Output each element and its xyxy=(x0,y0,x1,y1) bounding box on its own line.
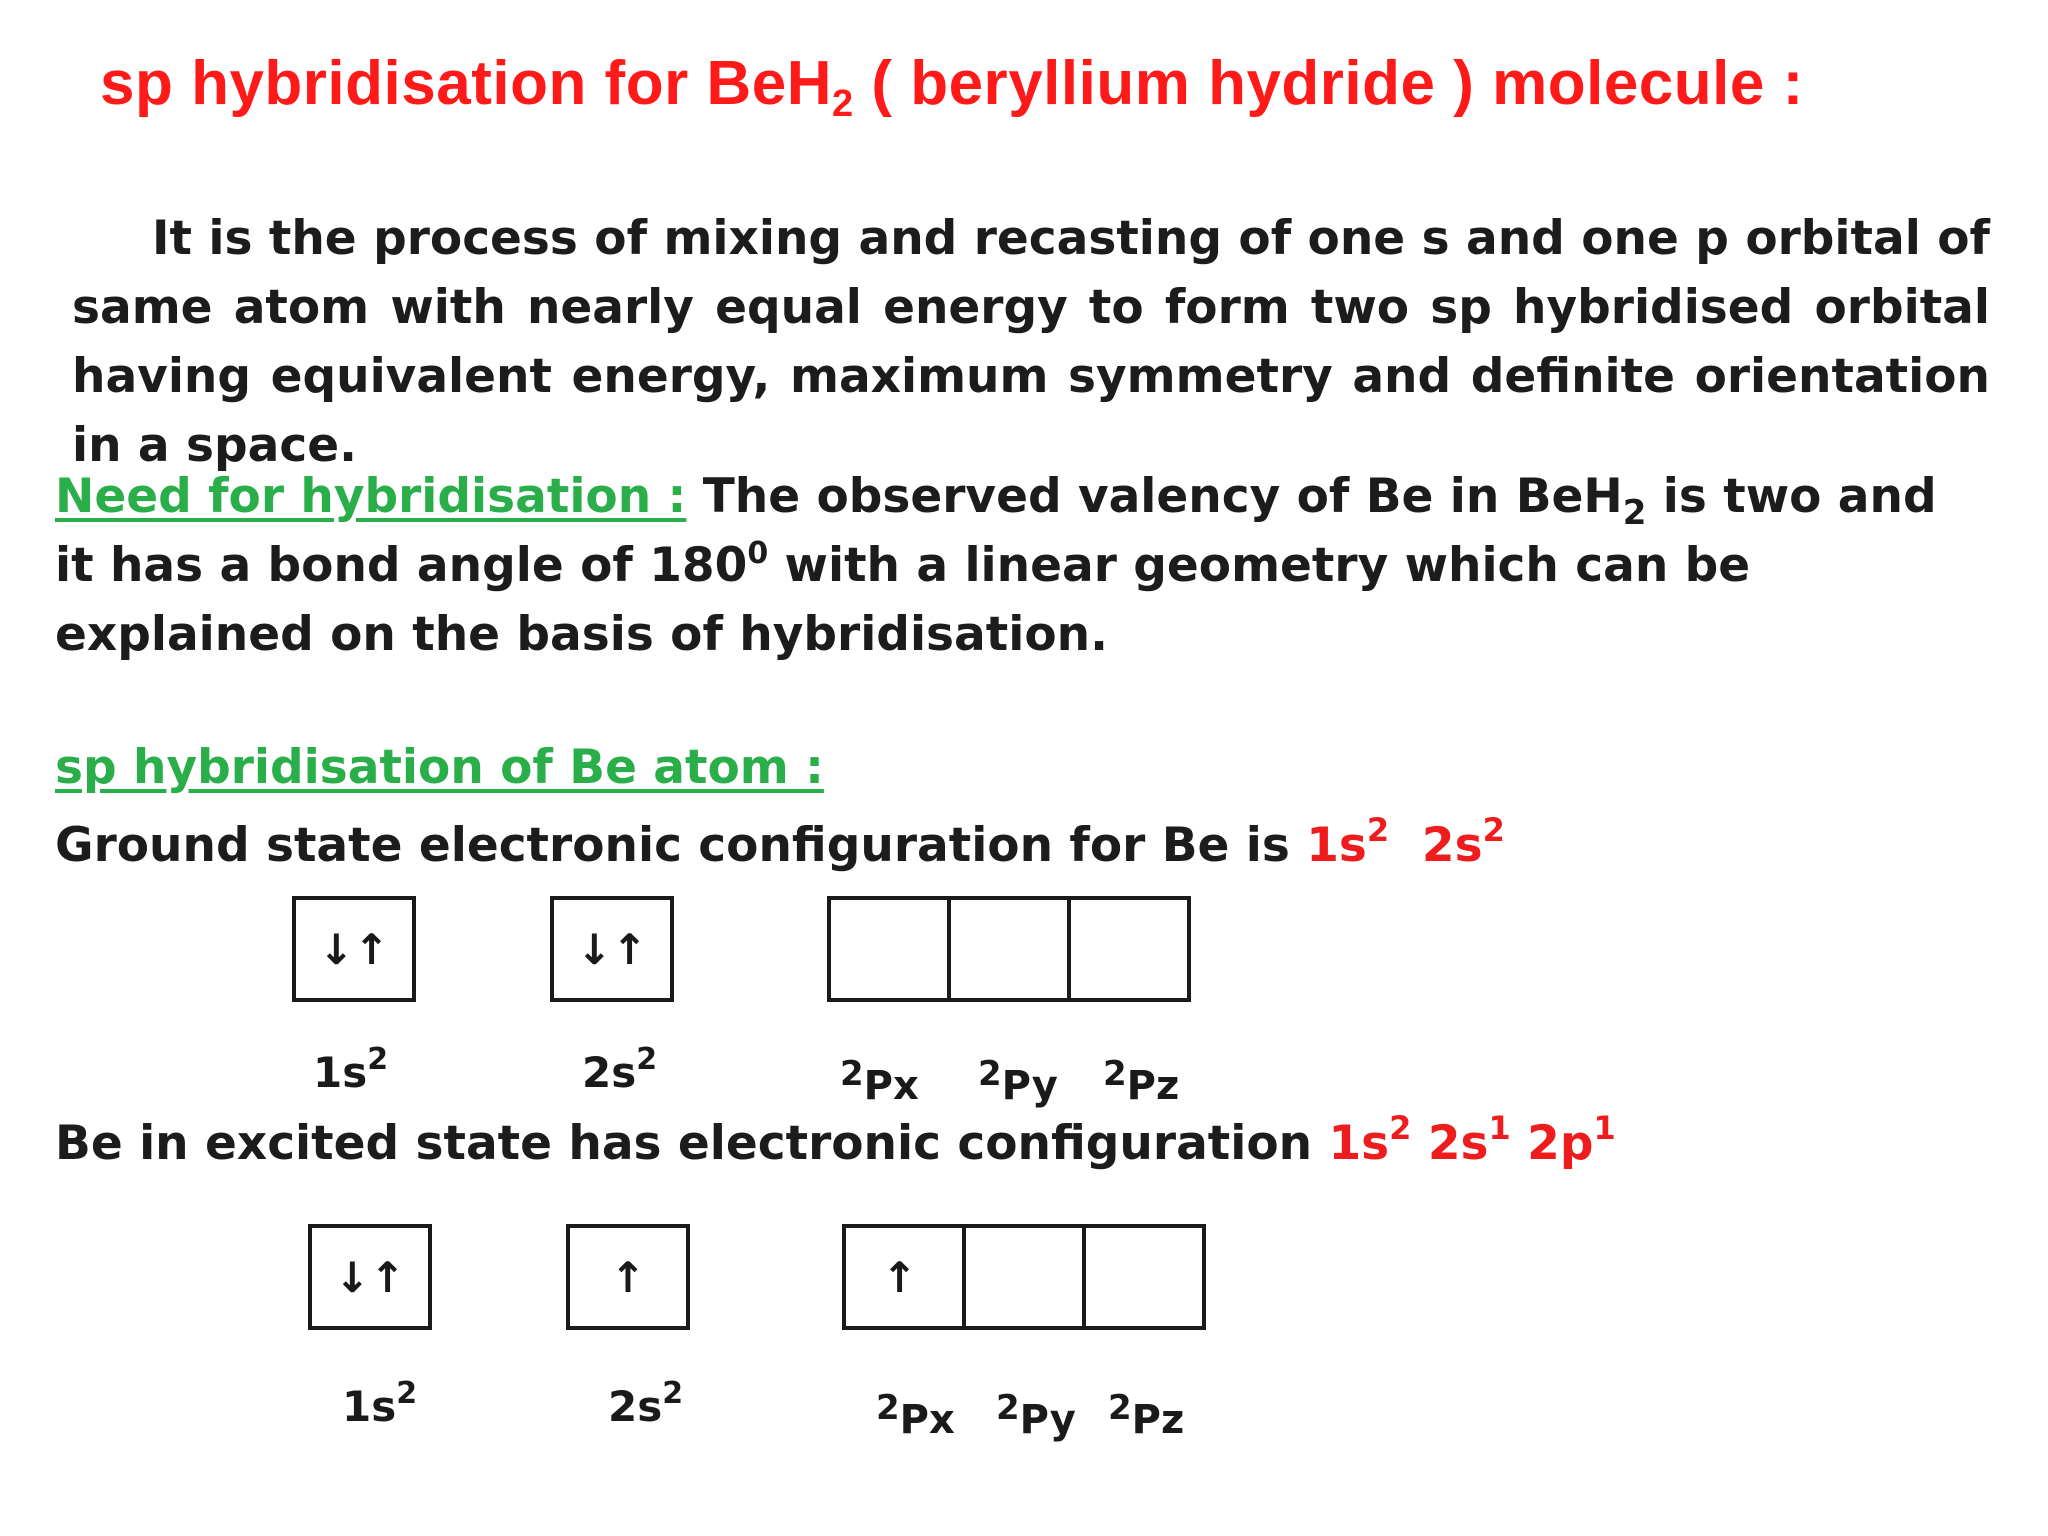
excited-config-2s: $2s^1$ xyxy=(1427,1109,1511,1171)
page-title xyxy=(100,48,2000,125)
ground-2py-label: 2Py xyxy=(978,1054,1058,1109)
need-heading: Need for hybridisation : xyxy=(55,469,687,524)
need-text-b: is two and it has a bond angle of 180 xyxy=(55,469,1937,593)
excited-2py-orbital-box xyxy=(962,1224,1086,1330)
electron-pair-arrows-icon: ↓↑ xyxy=(318,924,390,974)
excited-state-text: Be in excited state has electronic configuration xyxy=(55,1116,1329,1171)
need-paragraph xyxy=(55,462,1990,669)
need-subscript: 2 xyxy=(1622,493,1647,533)
title-suffix: ( beryllium hydride ) molecule : xyxy=(853,49,1804,118)
ground-1s-orbital-box xyxy=(292,896,416,1002)
ground-state-line xyxy=(55,811,1505,873)
electron-pair-arrows-icon: ↓↑ xyxy=(576,924,648,974)
excited-2px-orbital-box xyxy=(842,1224,966,1330)
up-arrow-icon: ↑ xyxy=(882,1252,918,1302)
ground-1s-label: $1s^2$ xyxy=(313,1042,389,1097)
up-arrow-icon: ↑ xyxy=(610,1252,646,1302)
ground-state-text: Ground state electronic configuration for Be is xyxy=(55,818,1307,873)
excited-1s-label: $1s^2$ xyxy=(342,1376,418,1431)
ground-2px-orbital-box xyxy=(827,896,951,1002)
electron-pair-arrows-icon: ↓↑ xyxy=(334,1252,406,1302)
need-text-a: The observed valency of Be in BeH xyxy=(686,469,1623,524)
excited-2pz-orbital-box xyxy=(1082,1224,1206,1330)
title-prefix: sp hybridisation for BeH xyxy=(100,49,832,118)
sp-heading xyxy=(55,740,824,795)
definition-text: It is the process of mixing and recasting of one s and one p orbital of same atom with nearly equal energy to form two sp hybridised orbital having equivalent energy, maximum symmetry and definite orientation in a space. xyxy=(72,211,1990,473)
excited-config-2p: $2p^1$ xyxy=(1527,1109,1616,1171)
need-text-c: with a linear geometry which can be explained on the basis of hybridisation. xyxy=(55,538,1751,662)
sp-heading-text: sp hybridisation of Be atom : xyxy=(55,740,824,795)
ground-config-2s: $2s^2$ xyxy=(1421,811,1505,873)
excited-2py-label: 2Py xyxy=(996,1388,1076,1443)
excited-config-1s: $1s^2$ xyxy=(1328,1109,1412,1171)
ground-2px-label: 2Px xyxy=(840,1054,919,1109)
definition-paragraph xyxy=(72,204,1990,480)
excited-2pz-label: 2Pz xyxy=(1108,1388,1185,1443)
ground-2s-label: $2s^2$ xyxy=(582,1042,658,1097)
excited-state-line xyxy=(55,1109,1616,1171)
ground-2py-orbital-box xyxy=(947,896,1071,1002)
ground-2s-orbital-box xyxy=(550,896,674,1002)
excited-2px-label: 2Px xyxy=(876,1388,955,1443)
excited-2s-orbital-box xyxy=(566,1224,690,1330)
excited-1s-orbital-box xyxy=(308,1224,432,1330)
excited-2s-label: $2s^2$ xyxy=(608,1376,684,1431)
ground-2pz-label: 2Pz xyxy=(1103,1054,1180,1109)
ground-config-1s: $1s^2$ xyxy=(1306,811,1390,873)
need-superscript: 0 xyxy=(747,536,769,571)
ground-2pz-orbital-box xyxy=(1067,896,1191,1002)
title-subscript: 2 xyxy=(831,83,854,125)
